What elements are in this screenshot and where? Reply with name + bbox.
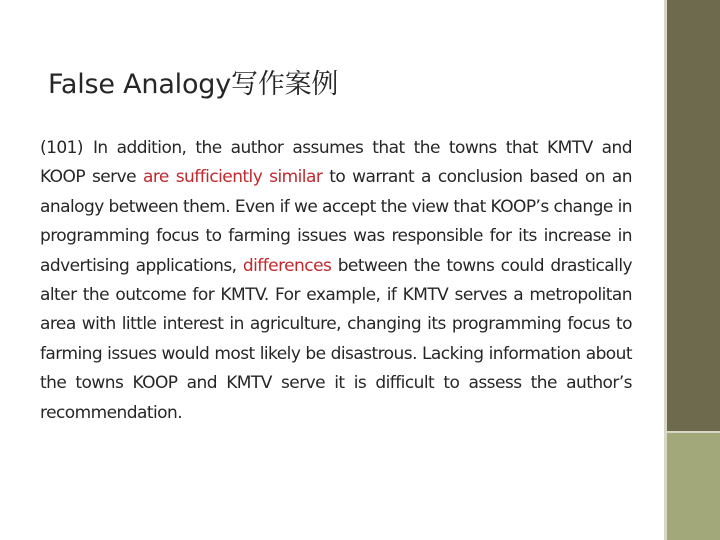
- paragraph-text-3: between the towns could drastically alter the outcome for KMTV. For example, if KMTV serves a metropolitan area with little interest in agriculture, changing its programming focus to farming issues would most likely be disastrous. Lacking information about the towns KOOP and KMTV serve it is difficult to assess the author’s recommendation.: [40, 255, 633, 423]
- sidebar-band-top: [667, 0, 720, 431]
- paragraph-text-1: In addition, the author assumes that the towns that KMTV and KOOP serve: [40, 138, 632, 188]
- paragraph-text-2: to warrant a conclusion based on an analogy between them. Even if we accept the view that KOOP’s change in programming focus to farming issues was responsible for its increase in advertising applications,: [40, 167, 632, 276]
- sidebar-band-bottom: [667, 431, 720, 540]
- body-paragraph: [40, 134, 632, 428]
- slide-title: False Analogy写作案例: [48, 69, 339, 100]
- sidebar-band-separator: [667, 431, 720, 433]
- paragraph-number: (101): [40, 138, 83, 158]
- highlight-phrase-similar: are sufficiently similar: [142, 167, 323, 188]
- highlight-phrase-differences: differences: [242, 255, 332, 276]
